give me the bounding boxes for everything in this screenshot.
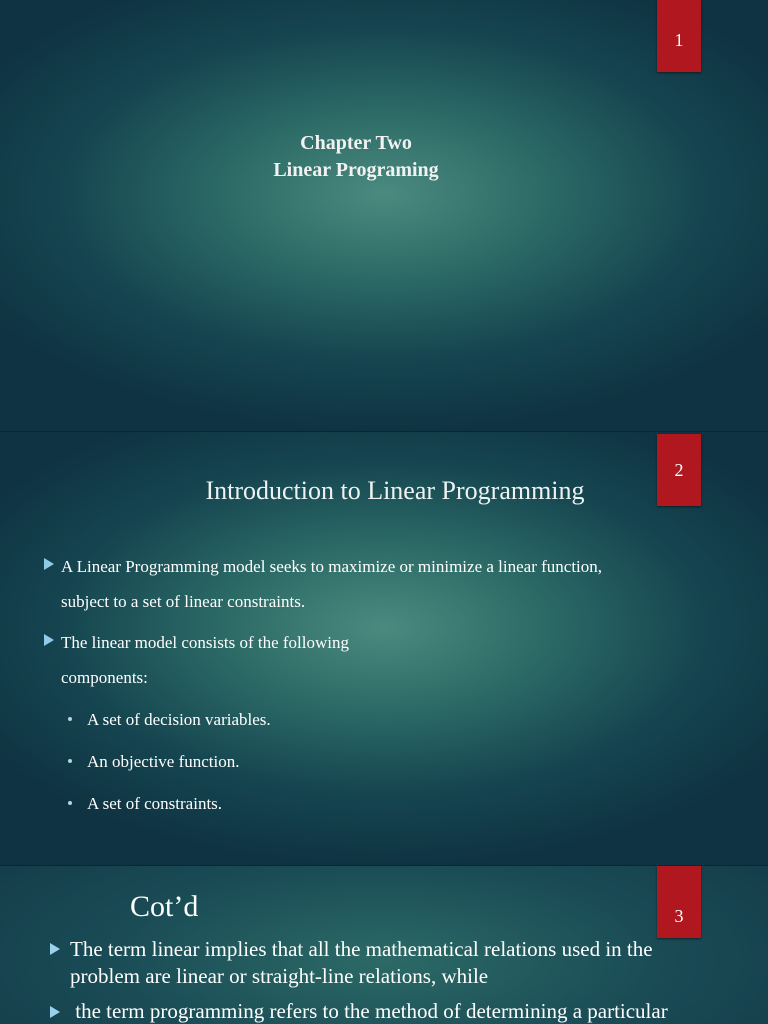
sub-item: A set of decision variables.	[87, 710, 271, 729]
slide-title: Cot’d	[130, 890, 199, 923]
right-triangle-icon	[44, 558, 54, 570]
bullet-text	[61, 549, 602, 619]
bullet-line: the term programming refers to the method of determining a particular	[70, 999, 668, 1023]
slide-3	[0, 866, 768, 1024]
right-triangle-icon	[50, 943, 60, 955]
chapter-topic: Linear Programing	[273, 159, 439, 181]
sub-item: An objective function.	[87, 752, 240, 771]
chapter-label: Chapter Two	[300, 132, 412, 154]
slide-title	[0, 130, 712, 184]
bullet-text	[61, 625, 349, 695]
bullet-line: A Linear Programming model seeks to maximize or minimize a linear function,	[61, 557, 603, 576]
slide-1	[0, 0, 768, 432]
sub-item: A set of constraints.	[87, 794, 223, 813]
bullet-line: The linear model consists of the following	[61, 633, 349, 652]
bullet-line: problem are linear or straight-line relations, while	[70, 964, 489, 988]
bullet-line: components:	[61, 668, 148, 687]
right-triangle-icon	[50, 1006, 60, 1018]
slide-number-badge	[657, 866, 701, 938]
bullet-line: The term linear implies that all the mathematical relations used in the	[70, 937, 653, 961]
bullet-line: subject to a set of linear constraints.	[61, 592, 306, 611]
slide-number: 1	[674, 29, 684, 50]
right-triangle-icon	[44, 634, 54, 646]
dot-icon	[68, 801, 72, 805]
bullet-text	[70, 936, 653, 990]
slide-number-badge	[657, 0, 701, 72]
slide-title: Introduction to Linear Programming	[205, 476, 585, 505]
slide-number: 2	[674, 459, 684, 480]
dot-icon	[68, 759, 72, 763]
slide-number: 3	[674, 905, 684, 926]
slide-2	[0, 432, 768, 866]
dot-icon	[68, 717, 72, 721]
